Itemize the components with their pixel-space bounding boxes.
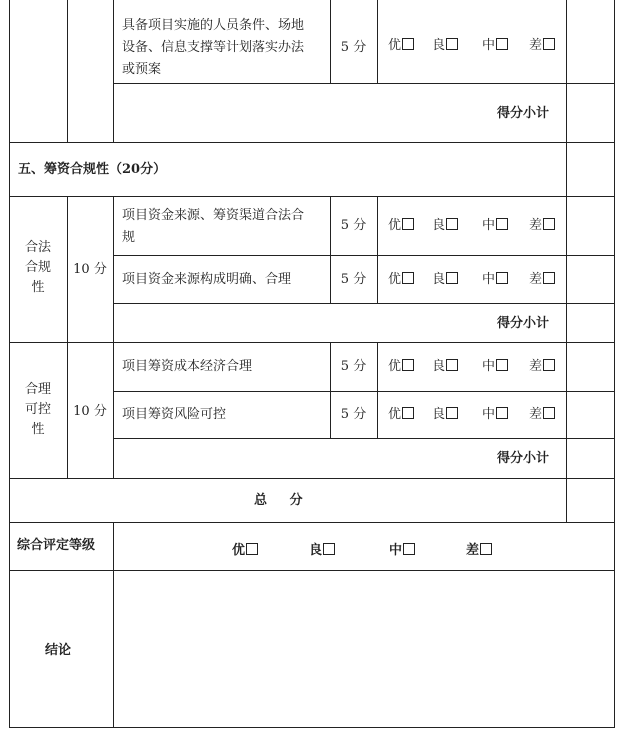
checkbox-icon[interactable] [402, 272, 414, 284]
checkbox-icon[interactable] [543, 407, 555, 419]
category-label: 合理 可控 性 [24, 382, 51, 437]
option-poor[interactable]: 差 [529, 272, 555, 287]
checkbox-icon[interactable] [402, 407, 414, 419]
rating-option-excellent[interactable]: 优 [232, 539, 258, 558]
rating-option-poor[interactable]: 差 [466, 539, 492, 558]
row-line [9, 342, 615, 343]
checkbox-icon[interactable] [446, 38, 458, 50]
row-line [9, 727, 615, 728]
col-line [9, 0, 10, 727]
subtotal-label: 得分小计 [497, 451, 550, 466]
checkbox-icon[interactable] [496, 359, 508, 371]
checkbox-icon[interactable] [543, 359, 555, 371]
option-poor[interactable]: 差 [529, 359, 555, 374]
grade-options [482, 37, 508, 55]
score-value: 5 分 [340, 359, 367, 374]
option-medium[interactable]: 中 [482, 359, 508, 374]
option-good[interactable]: 良 [432, 218, 458, 233]
option-excellent[interactable]: 优 [388, 218, 414, 233]
option-good[interactable]: 良 [432, 272, 458, 287]
item-text: 项目资金来源构成明确、合理 [122, 272, 292, 287]
option-excellent[interactable]: 优 [388, 359, 414, 374]
checkbox-icon[interactable] [496, 407, 508, 419]
option-good[interactable]: 良 [432, 359, 458, 374]
item-text: 项目筹资成本经济合理 [122, 359, 253, 374]
option-good[interactable]: 良 [432, 38, 458, 53]
col-line [377, 342, 378, 438]
grade-options [388, 37, 414, 55]
rating-option-medium[interactable]: 中 [389, 539, 415, 558]
item-text: 具备项目实施的人员条件、场地 设备、信息支撑等计划落实办法 或预案 [122, 18, 305, 77]
option-excellent[interactable]: 优 [388, 272, 414, 287]
row-line [113, 391, 615, 392]
checkbox-icon[interactable] [402, 218, 414, 230]
checkbox-icon[interactable] [496, 38, 508, 50]
row-line [9, 142, 615, 143]
row-line [9, 478, 615, 479]
option-medium[interactable]: 中 [482, 218, 508, 233]
option-medium[interactable]: 中 [482, 38, 508, 53]
row-line [113, 438, 615, 439]
grade-options [529, 37, 555, 55]
checkbox-icon[interactable] [446, 407, 458, 419]
option-poor[interactable]: 差 [529, 218, 555, 233]
option-excellent[interactable]: 优 [388, 407, 414, 422]
col-line [113, 0, 114, 142]
score-value: 5 分 [340, 40, 367, 55]
col-line [377, 0, 378, 83]
option-poor[interactable]: 差 [529, 407, 555, 422]
row-line [9, 522, 615, 523]
rating-option-good[interactable]: 良 [309, 539, 335, 558]
item-text: 项目筹资风险可控 [122, 407, 227, 422]
checkbox-icon[interactable] [543, 272, 555, 284]
row-line [113, 303, 615, 304]
checkbox-icon[interactable] [543, 38, 555, 50]
checkbox-icon[interactable] [246, 543, 258, 555]
col-line [566, 0, 567, 522]
checkbox-icon[interactable] [446, 359, 458, 371]
total-label: 总 分 [254, 493, 303, 508]
subtotal-label: 得分小计 [497, 316, 550, 331]
checkbox-icon[interactable] [402, 38, 414, 50]
option-medium[interactable]: 中 [482, 407, 508, 422]
row-line [113, 83, 615, 84]
checkbox-icon[interactable] [496, 272, 508, 284]
row-line [113, 255, 615, 256]
col-line [113, 196, 114, 478]
col-line [377, 196, 378, 303]
checkbox-icon[interactable] [403, 543, 415, 555]
checkbox-icon[interactable] [446, 272, 458, 284]
col-line [67, 0, 68, 142]
option-poor[interactable]: 差 [529, 38, 555, 53]
checkbox-icon[interactable] [323, 543, 335, 555]
points-value: 10 分 [73, 404, 107, 419]
rating-label: 综合评定等级 [17, 538, 96, 553]
score-value: 5 分 [340, 272, 367, 287]
checkbox-icon[interactable] [496, 218, 508, 230]
checkbox-icon[interactable] [446, 218, 458, 230]
checkbox-icon[interactable] [402, 359, 414, 371]
checkbox-icon[interactable] [480, 543, 492, 555]
conclusion-area[interactable] [114, 571, 614, 727]
points-value: 10 分 [73, 262, 107, 277]
item-text: 项目资金来源、筹资渠道合法合 规 [122, 208, 305, 245]
row-line [9, 196, 615, 197]
option-good[interactable]: 良 [432, 407, 458, 422]
score-value: 5 分 [340, 407, 367, 422]
checkbox-icon[interactable] [543, 218, 555, 230]
option-excellent[interactable]: 优 [388, 38, 414, 53]
col-line [614, 0, 615, 727]
score-value: 5 分 [340, 218, 367, 233]
conclusion-label: 结论 [45, 643, 72, 658]
option-medium[interactable]: 中 [482, 272, 508, 287]
grade-options [432, 37, 458, 55]
section-title: 五、筹资合规性（20分） [18, 162, 167, 177]
subtotal-label: 得分小计 [497, 106, 550, 121]
col-line [67, 196, 68, 478]
category-label: 合法 合规 性 [24, 240, 51, 295]
